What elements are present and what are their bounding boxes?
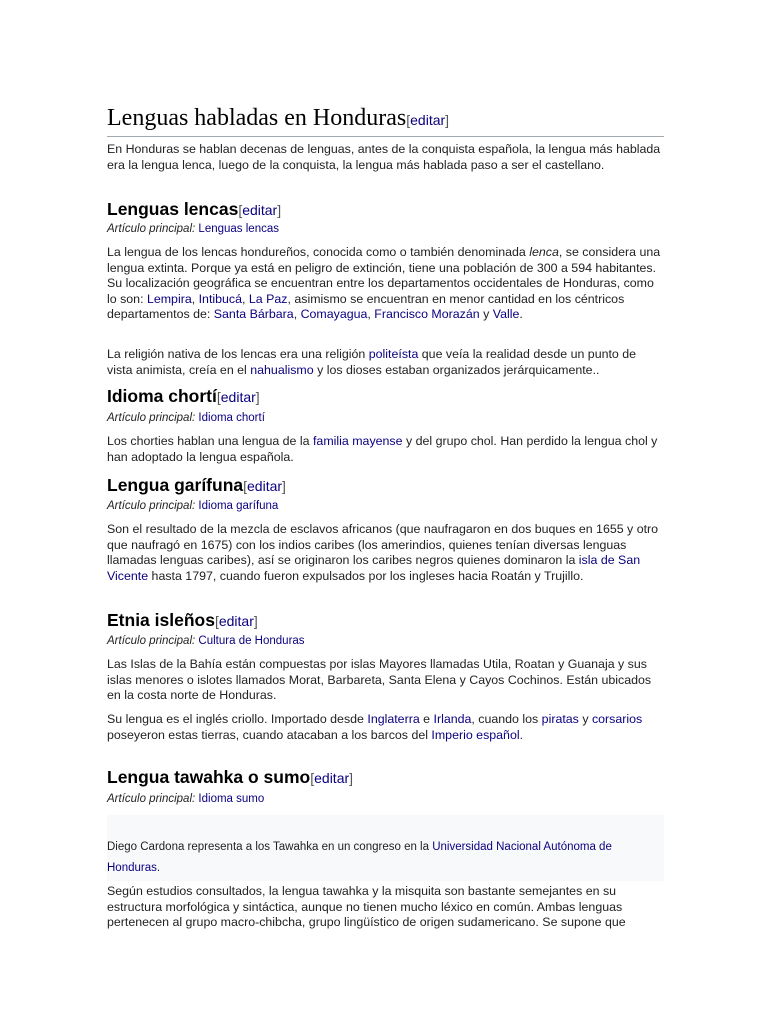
heading-text: Idioma chortí [107,386,217,406]
link-politeista[interactable]: politeísta [368,347,419,361]
islenos-paragraph-1: Las Islas de la Bahía están compuestas por islas Mayores llamadas Utila, Roatan y Guanaja y sus islas menores o islotes llamados Morat, Barbareta, Santa Elena y Cayos Cochinos. Están ubicados en la costa norte de Honduras. [107,657,652,702]
hatnote-prefix: Artículo principal: [107,635,196,647]
edit-link[interactable]: editar [314,770,350,786]
hatnote [107,222,664,237]
hatnote [107,634,664,649]
heading-lengua-garifuna [107,474,664,497]
edit-section: [editar] [216,389,260,405]
link-piratas[interactable]: piratas [541,712,579,726]
heading-text: Etnia isleños [107,610,215,630]
link-imperio-espanol[interactable]: Imperio español [431,727,520,742]
heading-lenguas-lencas [107,198,664,221]
heading-text: Lenguas lencas [107,199,239,219]
garifuna-paragraph: Son el resultado de la mezcla de esclavos africanos (que naufragaron en dos buques en 1655 y otro que naufragó en 1675) con los indios caribes (los amerindios, quienes tenían diversas lenguas llamadas lenguas caribes), así se originaron los caribes negros quienes dominaron la isla de San Vicente hasta 1797, cuando fueron expulsados por los ingleses hacia Roatán y Trujillo. [107,522,659,583]
hatnote-link-idioma-chorti[interactable]: Idioma chortí [198,412,265,424]
hatnote-link-idioma-garifuna[interactable]: Idioma garífuna [198,500,279,512]
link-inglaterra[interactable]: Inglaterra [367,712,420,726]
hatnote-link-idioma-sumo[interactable]: Idioma sumo [198,793,265,805]
lencas-paragraph-1: La lengua de los lencas hondureños, conocida como o también denominada lenca, se considera una lengua extinta. Porque ya está en peligro de extinción, tiene una población de 300 a 594 habitantes. Su localización geográfica se encuentran entre los departamentos occidentales de Honduras, como lo son: Lempira, Intibucá, La Paz, asimismo se encuentran en menor cantidad en los céntricos departamentos de: Santa Bárbara, Comayagua, Francisco Morazán y Valle. [107,245,661,321]
edit-section-title: [editar] [406,112,450,128]
page-title-text: Lenguas habladas en Honduras [107,105,407,131]
heading-text: Lengua tawahka o sumo [107,767,311,787]
hatnote-prefix: Artículo principal: [107,412,196,424]
hatnote-prefix: Artículo principal: [107,500,196,512]
image-caption: Diego Cardona representa a los Tawahka en un congreso en la Universidad Nacional Autónoma de Honduras. [107,841,612,874]
edit-link[interactable]: editar [220,389,256,405]
link-isla-de-san-vicente[interactable]: isla de San Vicente [107,553,641,583]
edit-link[interactable]: editar [247,478,283,494]
hatnote-prefix: Artículo principal: [107,223,196,235]
edit-section: [editar] [214,613,258,629]
hatnote [107,411,664,426]
heading-text: Lengua garífuna [107,475,244,495]
page-title [107,103,664,137]
heading-etnia-islenos [107,609,664,632]
link-lempira[interactable]: Lempira [146,291,192,306]
link-familia-mayense[interactable]: familia mayense [312,434,403,448]
heading-lengua-tawahka [107,766,664,789]
edit-section: [editar] [243,478,286,494]
hatnote [107,792,664,807]
edit-link[interactable]: editar [410,112,446,128]
link-valle[interactable]: Valle [492,307,520,321]
heading-idioma-chorti [107,385,664,408]
link-la-paz[interactable]: La Paz [248,291,288,306]
link-santa-barbara[interactable]: Santa Bárbara [213,307,294,321]
hatnote-prefix: Artículo principal: [107,793,196,805]
intro-paragraph: En Honduras se hablan decenas de lenguas, antes de la conquista española, la lengua más hablada era la lengua lenca, luego de la conquista, la lengua más hablada paso a ser el castellano. [107,142,661,172]
link-nahualismo[interactable]: nahualismo [250,362,314,377]
lencas-paragraph-2: La religión nativa de los lencas era una religión politeísta que veía la realidad desde un punto de vista animista, creía en el nahualismo y los dioses estaban organizados jerárquicamente.. [107,347,637,377]
hatnote-link-cultura-de-honduras[interactable]: Cultura de Honduras [198,635,305,647]
tawahka-paragraph: Según estudios consultados, la lengua tawahka y la misquita son bastante semejantes en su estructura morfológica y sintáctica, aunque no tienen mucho léxico en común. Ambas lenguas pertenecen al grupo macro-chibcha, grupo lingüístico de origen sudamericano. Se supone que [107,884,626,929]
link-intibuca[interactable]: Intibucá [198,291,243,306]
link-comayagua[interactable]: Comayagua [300,307,368,321]
hatnote [107,499,664,514]
chorti-paragraph: Los chorties hablan una lengua de la familia mayense y del grupo chol. Han perdido la lengua chol y han adoptado la lengua española. [107,434,658,464]
edit-link[interactable]: editar [242,202,278,218]
edit-link[interactable]: editar [218,613,254,629]
link-corsarios[interactable]: corsarios [591,712,643,726]
edit-section: [editar] [310,770,354,786]
edit-section: [editar] [238,202,282,218]
link-unah[interactable]: Universidad Nacional Autónoma de Honduras [107,841,612,874]
link-irlanda[interactable]: Irlanda [433,712,472,726]
hatnote-link-lenguas-lencas[interactable]: Lenguas lencas [198,223,279,235]
islenos-paragraph-2: Su lengua es el inglés criollo. Importado desde Inglaterra e Irlanda, cuando los piratas y corsarios poseyeron estas tierras, cuando atacaban a los barcos del Imperio español. [107,712,643,742]
link-francisco-morazan[interactable]: Francisco Morazán [374,307,480,321]
